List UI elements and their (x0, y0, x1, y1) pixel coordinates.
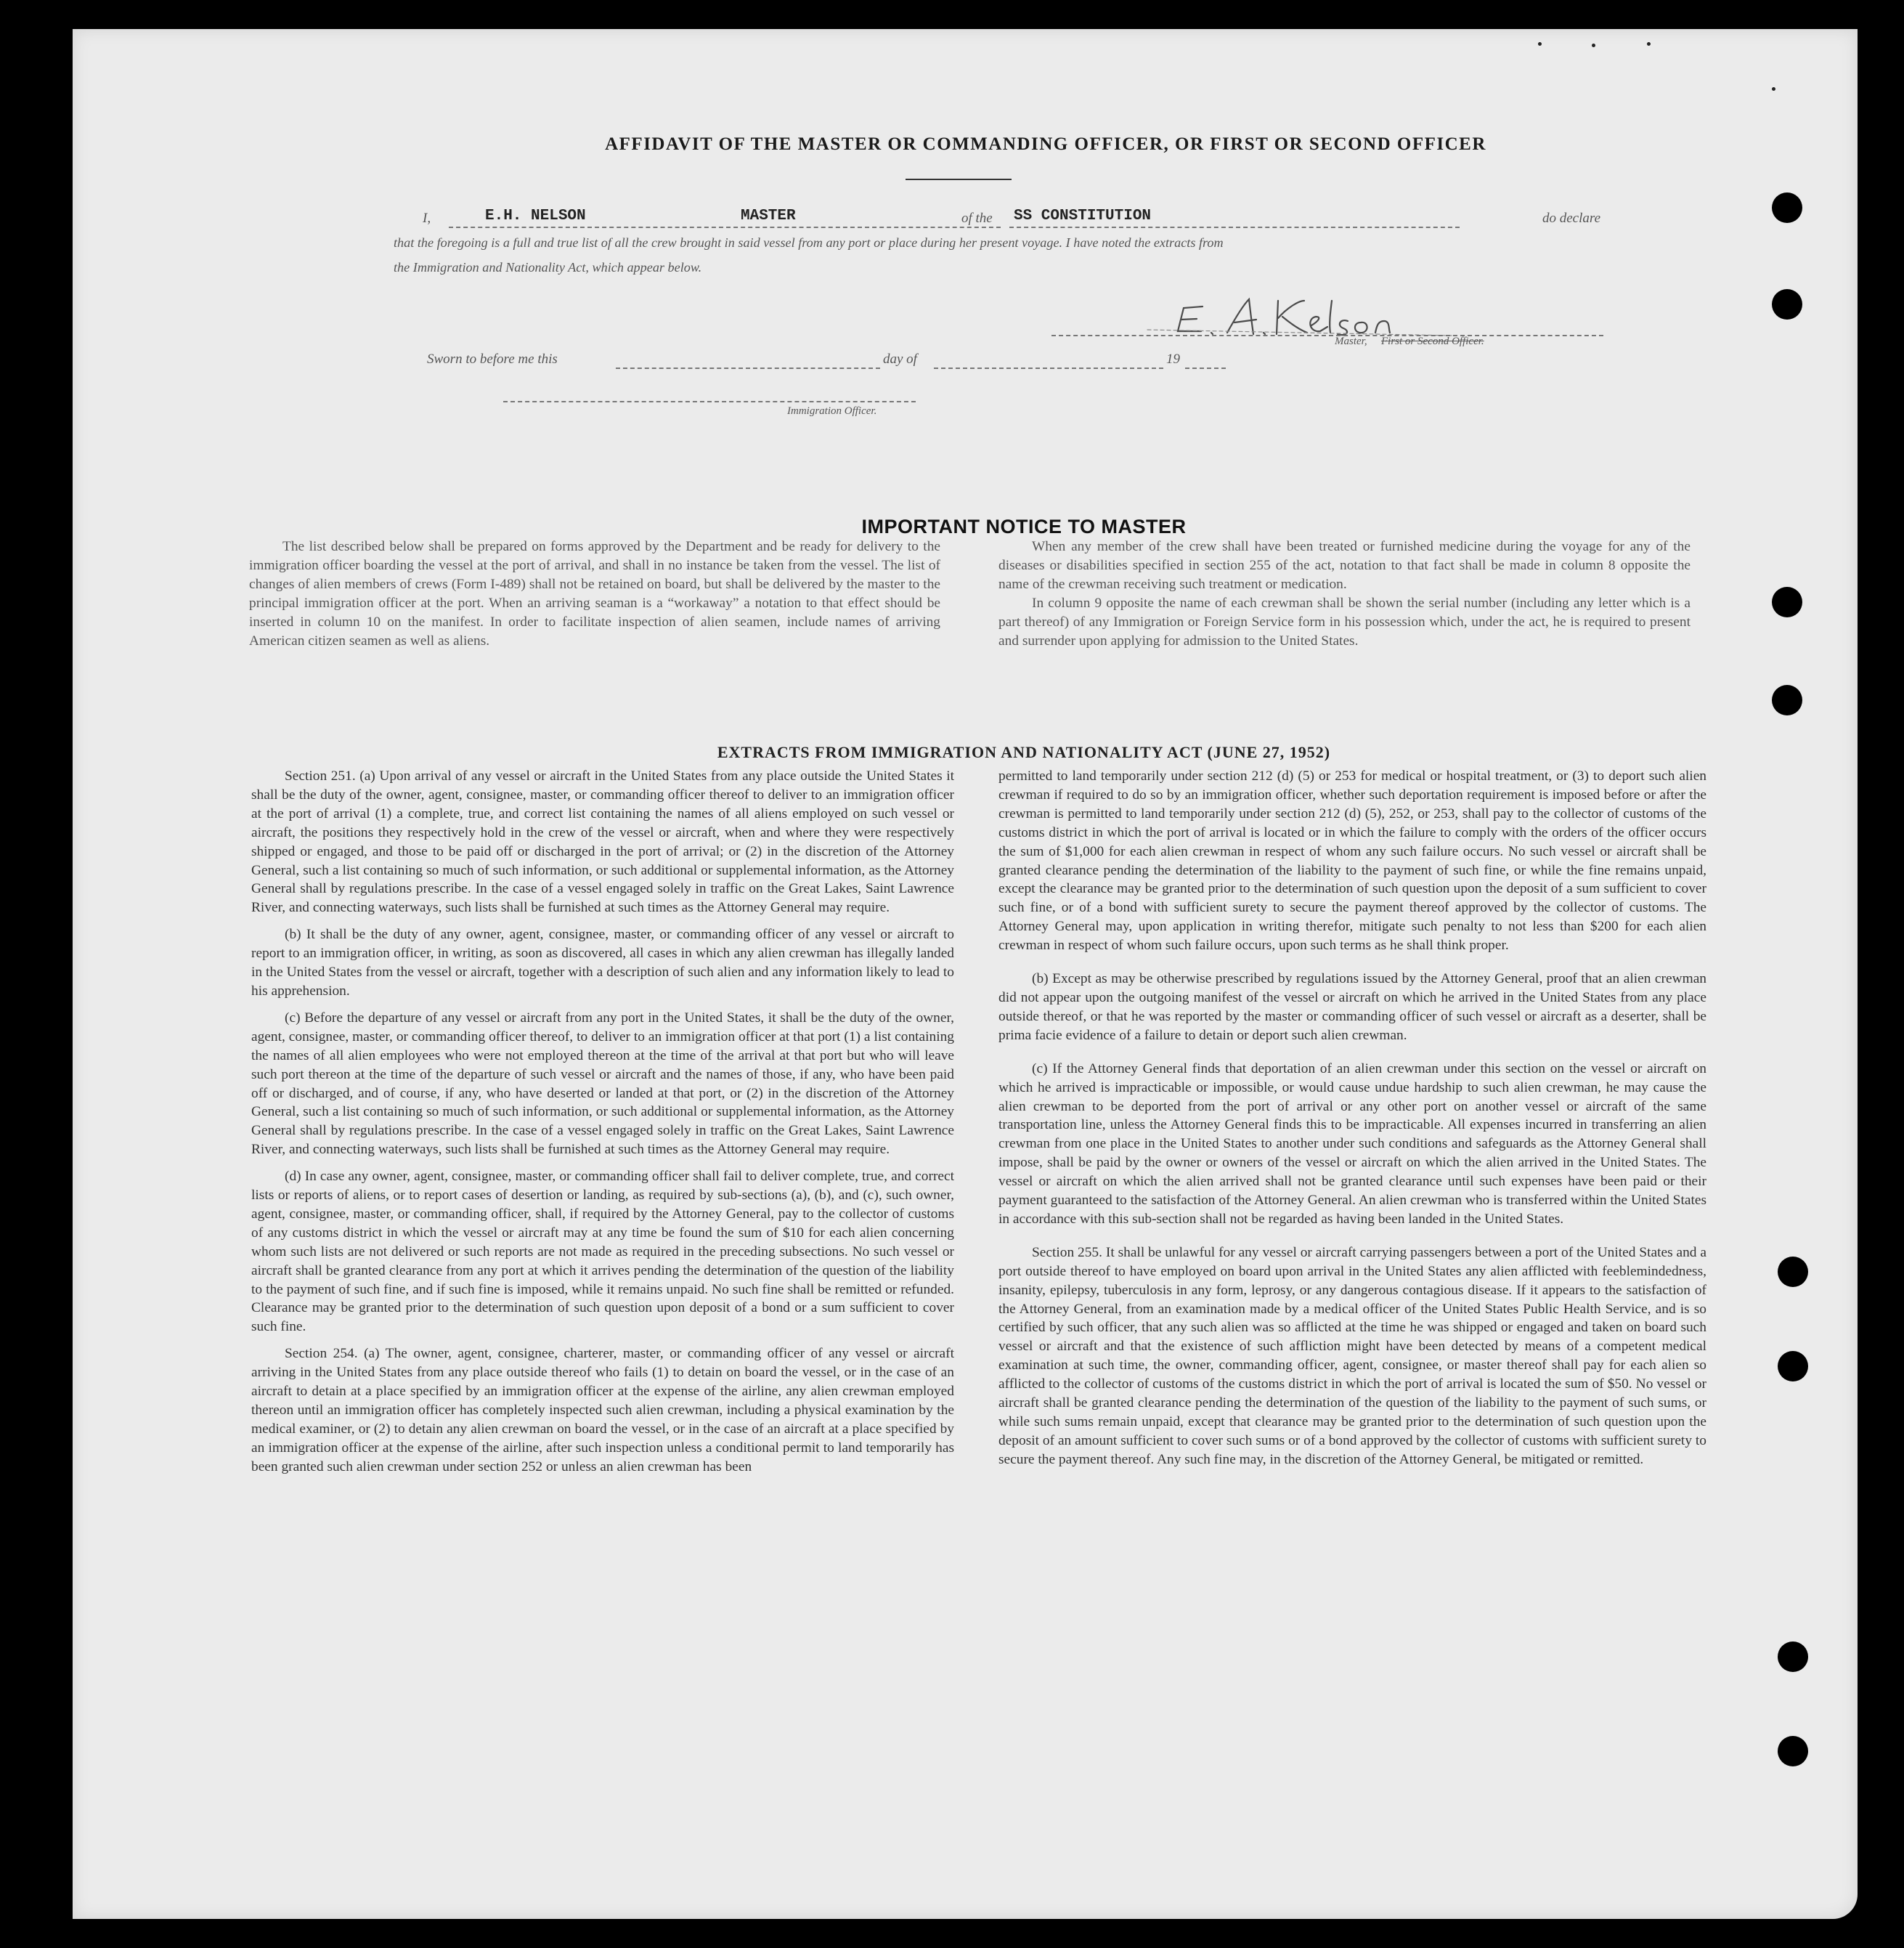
extract-paragraph: (c) Before the departure of any vessel or aircraft from any port in the United States, it shall be the duty of the owner, agent, consignee, master, or commanding officer thereof, to deliver to an immigration officer at that port (1) a list containing the names of all alien employees who were not employed thereon at the time of the arrival at that port but who will leave such port thereon at the time of the departure of such vessel or aircraft and the names of those, if any, who have been paid off or discharged, and of course, if any, who have deserted or landed at that port, or (2) in the discretion of the Attorney General, such a list containing so much of such information, or such additional or supplemental information, as the Attorney General shall by regulations prescribe. In the case of a vessel engaged solely in traffic on the Great Lakes, Saint Lawrence River, and connecting waterways, such lists shall be furnished at such times as the Attorney General may require. (251, 1010, 954, 1158)
notice-paragraph: In column 9 opposite the name of each crewman shall be shown the serial number (including any letter which is a part thereof) of any Immigration or Foreign Service form in his possession which, under the act, he is required to present and surrender upon applying for admission to the United States. (998, 595, 1691, 649)
extracts-title: EXTRACTS FROM IMMIGRATION AND NATIONALITY ACT (JUNE 27, 1952) (717, 743, 1331, 761)
signature-line (1051, 335, 1603, 336)
title-divider (906, 179, 1012, 180)
vessel-name: SS CONSTITUTION (1014, 208, 1152, 224)
sworn-day-line (616, 368, 880, 369)
officer-caption: Immigration Officer. (787, 405, 877, 417)
sworn-prefix: Sworn to before me this (427, 352, 558, 367)
sworn-month-line (934, 368, 1163, 369)
extract-paragraph: permitted to land temporarily under section 212 (d) (5) or 253 for medical or hospital treatment, or (3) to deport such alien crewman if required to do so by an immigration officer, whether such deportation requirement is imposed before or after the crewman is permitted to land temporarily under section 212 (d) (5), 252, or 253, shall pay to the collector of customs of the customs district in which the port of arrival is located or in which the failure to comply with the orders of the officer occurs the sum of $1,000 for each alien crewman in respect of whom any such failure occurs. No such vessel or aircraft shall be granted clearance pending the determination of the liability to the payment of such fine, or while the fine remains unpaid, except the clearance may be granted prior to the determination of such question upon the deposit of a sum sufficient to cover such fine, or of a bond with sufficient surety to secure the payment thereof approved by the collector of customs. The Attorney General may, upon application in writing therefor, mitigate such penalty to not less than $200 for each alien crewman in respect of whom such failure occurs, upon such terms as he shall think proper. (998, 768, 1706, 954)
extracts-left-column (251, 767, 954, 1485)
punch-hole (1778, 1641, 1808, 1672)
name-line (449, 227, 1001, 228)
extract-paragraph: Section 254. (a) The owner, agent, consignee, charterer, master, or commanding officer of any vessel or aircraft arriving in the United States from any place outside thereof who fails (1) to detain on board the vessel, or in the case of an aircraft to detain at a place specified by an immigration officer at the expense of the airline, any alien crewman employed thereon until an immigration officer has completely inspected such alien crewman, including a physical examination by the medical examiner, or (2) to detain any alien crewman on board the vessel, or in the case of an aircraft at a place specified by an immigration officer at the expense of the airline, after such inspection unless a conditional permit to land temporarily has been granted such alien crewman under section 252 or unless an alien crewman has been (251, 1346, 954, 1474)
notice-right-column (998, 537, 1691, 658)
speck (1592, 44, 1595, 47)
notice-paragraph: When any member of the crew shall have been treated or furnished medicine during the voyage for any of the diseases or disabilities specified in section 255 of the act, notation to that fact shall be made in column 8 opposite the name of the crewman receiving such treatment or medication. (998, 539, 1691, 592)
signer-caption-master: Master, (1335, 336, 1367, 347)
notice-paragraph: The list described below shall be prepared on forms approved by the Department and be ready for delivery to the immigration officer boarding the vessel at the port of arrival, and shall in no instance be taken from the vessel. The list of changes of alien members of crews (Form I-489) shall not be retained on board, but shall be delivered by the master to the principal immigration officer at the port. When an arriving seaman is a “workaway” a notation to that effect should be inserted in column 10 on the manifest. In order to facilitate inspection of alien seamen, include names of arriving American citizen seamen as well as aliens. (249, 539, 940, 649)
punch-hole (1778, 1257, 1808, 1287)
do-declare-label: do declare (1542, 211, 1601, 226)
extract-paragraph: (c) If the Attorney General finds that deportation of an alien crewman under this section on the vessel or aircraft on which he arrived is impracticable or impossible, or would cause undue hardship to such alien crewman, he may cause the alien crewman to be deported from the port of arrival or any other port on another vessel or aircraft of the same transportation line, unless the Attorney General finds this to be impracticable. All expenses incurred in transferring an alien crewman from one place in the United States to another under such conditions and safeguards as the Attorney General shall impose, shall be paid by the owner or owners of the vessel or aircraft on which the alien arrived in the United States. The vessel or aircraft on which the alien arrived shall not be granted clearance until such expenses have been paid or their payment guaranteed to the satisfaction of the Attorney General. An alien crewman who is transferred within the United States in accordance with this sub-section shall not be regarded as having been landed in the United States. (998, 1060, 1706, 1227)
officer-signature-line (503, 401, 916, 402)
extract-paragraph: (d) In case any owner, agent, consignee, master, or commanding officer shall fail to deliver complete, true, and correct lists or reports of aliens, or to report cases of desertion or landing, as required by sub-sections (a), (b), and (c), such owner, agent, consignee, master, or commanding officer, shall, if required by the Attorney General, pay to the collector of customs of any customs district in which the vessel or aircraft may at any time be found the sum of $10 for each alien concerning whom such lists are not delivered or such reports are not made as required in the preceding subsections. No such vessel or aircraft shall be granted clearance from any port at which it arrives pending the determination of the question of the liability to the payment of such fine, and if such fine is imposed, while it remains unpaid. No such fine shall be remitted or refunded. Clearance may be granted prior to the determination of such question upon deposit of a bond or a sum sufficient to cover such fine. (251, 1169, 954, 1335)
sworn-day-label: day of (883, 352, 917, 367)
speck (1772, 87, 1775, 91)
affidavit-title: AFFIDAVIT OF THE MASTER OR COMMANDING OFFICER, OR FIRST OR SECOND OFFICER (605, 134, 1486, 154)
extract-paragraph: Section 251. (a) Upon arrival of any vessel or aircraft in the United States from any place outside the United States it shall be the duty of the owner, agent, consignee, master, or commanding officer thereof to deliver to an immigration officer at the port of arrival (1) a complete, true, and correct list containing the names of all aliens employed on such vessel or aircraft, the positions they respectively hold in the crew of the vessel or aircraft, when and where they were respectively shipped or engaged, and those to be paid off or discharged in the port of arrival; or (2) in the discretion of the Attorney General, such a list containing so much of such information, or such additional or supplemental information, as the Attorney General shall by regulations prescribe. In the case of a vessel engaged solely in traffic on the Great Lakes, Saint Lawrence River, and connecting waterways, such lists shall be furnished at such times as the Attorney General may require. (251, 768, 954, 916)
declaration-line-1: that the foregoing is a full and true list of all the crew brought in said vessel from any port or place during her present voyage. I have noted the extracts from (394, 235, 1224, 250)
signer-caption-struck: First or Second Officer. (1381, 336, 1484, 347)
master-rank: MASTER (741, 208, 796, 224)
master-name: E.H. NELSON (485, 208, 586, 224)
punch-hole (1778, 1351, 1808, 1381)
document-page (73, 29, 1858, 1919)
punch-hole (1772, 587, 1802, 617)
of-the-label: of the (961, 211, 993, 226)
notice-title: IMPORTANT NOTICE TO MASTER (861, 516, 1187, 537)
extract-paragraph: Section 255. It shall be unlawful for any vessel or aircraft carrying passengers between a port of the United States and a port outside thereof to have employed on board upon arrival in the United States any alien afflicted with feeblemindedness, insanity, epilepsy, tuberculosis in any form, leprosy, or any dangerous contagious disease. If it appears to the satisfaction of the Attorney General, from an examination made by a medical officer of the United States Public Health Service, and is so certified by such officer, that any such alien was so afflicted at the time he was shipped or engaged and taken on board such vessel or aircraft and that the existence of such affliction might have been detected by means of a competent medical examination at such time, the owner, commanding officer, agent, consignee, or master thereof shall pay for each alien so afflicted to the collector of customs of the customs district in which the port of arrival is located the sum of $50. No vessel or aircraft shall be granted clearance pending the determination of the question of the liability to the payment of such sums, or while such sums remain unpaid, except that clearance may be granted prior to the determination of such question upon the deposit of an amount sufficient to cover such sums or of a bond approved by the collector of customs with sufficient surety to secure the payment thereof. Any such fine may, in the discretion of the Attorney General, be mitigated or remitted. (998, 1244, 1706, 1467)
speck (1538, 42, 1542, 46)
vessel-line (1009, 227, 1460, 228)
sworn-year-line (1185, 368, 1226, 369)
extract-paragraph: (b) Except as may be otherwise prescribed by regulations issued by the Attorney General, proof that an alien crewman did not appear upon the outgoing manifest of the vessel or aircraft on which he arrived in the United States from any place outside thereof, or that he was reported by the master or commanding officer of such vessel or aircraft as a deserter, shall be prima facie evidence of a failure to detain or deport such alien crewman. (998, 971, 1706, 1043)
affidavit-prefix: I, (423, 211, 431, 226)
extract-paragraph: (b) It shall be the duty of any owner, agent, consignee, master, or commanding officer of any vessel or aircraft to report to an immigration officer, in writing, as soon as discovered, all cases in which any alien crewman has illegally landed in the United States from the vessel or aircraft, together with a description of such alien and any information likely to lead to his apprehension. (251, 927, 954, 999)
notice-left-column (249, 537, 940, 658)
punch-hole (1772, 685, 1802, 715)
punch-hole (1778, 1736, 1808, 1766)
declaration-line-2: the Immigration and Nationality Act, which appear below. (394, 260, 702, 275)
sworn-year-label: 19 (1166, 352, 1180, 367)
punch-hole (1772, 192, 1802, 223)
punch-hole (1772, 289, 1802, 320)
speck (1647, 42, 1651, 46)
extracts-right-column (998, 767, 1706, 1477)
